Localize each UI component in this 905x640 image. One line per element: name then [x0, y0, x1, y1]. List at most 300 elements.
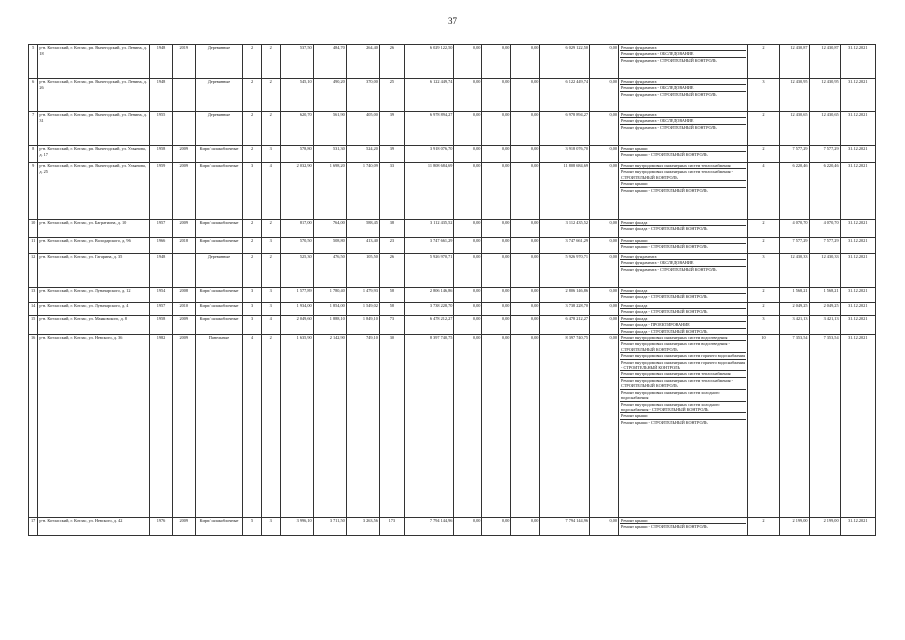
unit-cost-cell: 12 430,33: [779, 254, 809, 288]
max-unit-cost-cell: 2 199,00: [809, 518, 840, 536]
fund-municipal-cell: 0,00: [511, 335, 540, 518]
cost-total-cell: 3 747 661,29: [404, 238, 454, 254]
work-type-item: Ремонт фундамента: [620, 79, 746, 85]
work-types-cell: [619, 315, 748, 334]
work-type-item: Ремонт фундамента - СТРОИТЕЛЬНЫЙ КОНТРОЛЬ: [621, 124, 717, 130]
fund-federal-cell: 0,00: [454, 315, 482, 334]
work-type-item: Ремонт фундамента - ОБСЛЕДОВАНИЕ: [620, 118, 746, 124]
max-unit-cost-cell: 12 430,33: [809, 254, 840, 288]
entrances-cell: 3: [261, 303, 280, 316]
work-type-item: Ремонт фасада: [620, 316, 746, 322]
area-residential-cell: 264,40: [346, 45, 379, 79]
floors-cell: 3: [243, 315, 262, 334]
fund-other-cell: 0,00: [590, 518, 619, 536]
work-count-cell: 2: [748, 288, 779, 303]
year-renovation-cell: 2009: [172, 220, 195, 238]
fund-owners-cell: 11 808 684,69: [540, 163, 590, 220]
fund-federal-cell: 0,00: [454, 112, 482, 146]
area-residential-cell: 1 849,10: [346, 315, 379, 334]
max-unit-cost-cell: 12 430,95: [809, 79, 840, 112]
work-count-cell: 2: [748, 303, 779, 316]
table-row: [29, 112, 876, 146]
address-cell: р-н. Котласский, г. Котлас, ул. Луначарского, д. 12: [38, 288, 150, 303]
fund-owners-cell: 5 926 970,71: [540, 254, 590, 288]
area-total-cell: 1 934,00: [280, 303, 313, 316]
unit-cost-cell: 7 577,29: [779, 238, 809, 254]
fund-regional-cell: 0,00: [482, 45, 511, 79]
entrances-cell: 2: [261, 45, 280, 79]
year-renovation-cell: 2019: [172, 45, 195, 79]
fund-federal-cell: 0,00: [454, 220, 482, 238]
row-number: 6: [29, 79, 38, 112]
entrances-cell: 4: [261, 163, 280, 220]
year-built-cell: 1959: [150, 163, 173, 220]
max-unit-cost-cell: 1 568,21: [809, 288, 840, 303]
work-type-item: Ремонт крыши: [620, 181, 746, 187]
entrances-cell: 2: [261, 112, 280, 146]
area-residential-cell: 413,40: [346, 238, 379, 254]
area-residential-cell: 370,00: [346, 79, 379, 112]
residents-cell: 58: [379, 288, 404, 303]
table-row: [29, 254, 876, 288]
year-renovation-cell: 2009: [172, 315, 195, 334]
fund-regional-cell: 0,00: [482, 335, 511, 518]
work-types-cell: [619, 79, 748, 112]
table-row: [29, 163, 876, 220]
entrances-cell: 3: [261, 518, 280, 536]
residents-cell: 25: [379, 79, 404, 112]
address-cell: р-н. Котласский, г. Котлас, ул. Маяковского, д. 8: [38, 315, 150, 334]
row-number: 10: [29, 220, 38, 238]
floors-cell: 2: [243, 220, 262, 238]
work-count-cell: 2: [748, 45, 779, 79]
work-type-item: Ремонт фундамента: [620, 254, 746, 260]
work-count-cell: 3: [748, 254, 779, 288]
row-number: 11: [29, 238, 38, 254]
work-count-cell: 3: [748, 79, 779, 112]
deadline-cell: 31.12.2021: [840, 79, 875, 112]
floors-cell: 2: [243, 112, 262, 146]
area-living-cell: 484,70: [313, 45, 346, 79]
fund-municipal-cell: 0,00: [511, 288, 540, 303]
max-unit-cost-cell: 3 421,13: [809, 315, 840, 334]
fund-owners-cell: 3 747 661,29: [540, 238, 590, 254]
floors-cell: 2: [243, 45, 262, 79]
year-renovation-cell: 2009: [172, 335, 195, 518]
fund-other-cell: 0,00: [590, 45, 619, 79]
table-row: [29, 79, 876, 112]
fund-municipal-cell: 0,00: [511, 254, 540, 288]
year-renovation-cell: [172, 254, 195, 288]
work-types-cell: [619, 335, 748, 518]
year-built-cell: 1948: [150, 45, 173, 79]
floors-cell: 5: [243, 518, 262, 536]
work-type-item: Ремонт фасада - СТРОИТЕЛЬНЫЙ КОНТРОЛЬ: [621, 294, 708, 300]
table-row: [29, 146, 876, 163]
area-living-cell: 764,00: [313, 220, 346, 238]
floors-cell: 4: [243, 335, 262, 518]
area-total-cell: 525,30: [280, 254, 313, 288]
fund-owners-cell: 3 112 435,52: [540, 220, 590, 238]
fund-owners-cell: 6 122 449,74: [540, 79, 590, 112]
unit-cost-cell: 7 577,29: [779, 146, 809, 163]
fund-municipal-cell: 0,00: [511, 518, 540, 536]
work-types-cell: [619, 238, 748, 254]
unit-cost-cell: 3 421,13: [779, 315, 809, 334]
residents-cell: 33: [379, 163, 404, 220]
wall-material-cell: Деревянные: [195, 79, 243, 112]
address-cell: р-н. Котласский, г. Котлас, ул. Невского, д. 36: [38, 335, 150, 518]
work-type-item: Ремонт внутридомовых инженерных систем теплоснабжения: [620, 371, 746, 377]
fund-regional-cell: 0,00: [482, 288, 511, 303]
residents-cell: 30: [379, 335, 404, 518]
floors-cell: 3: [243, 163, 262, 220]
wall-material-cell: Кирп/ шлакоблочные: [195, 238, 243, 254]
row-number: 12: [29, 254, 38, 288]
work-type-item: Ремонт внутридомовых инженерных систем теплоснабжения - СТРОИТЕЛЬНЫЙ КОНТРОЛЬ: [620, 378, 746, 390]
cost-total-cell: 3 738 228,70: [404, 303, 454, 316]
row-number: 9: [29, 163, 38, 220]
area-residential-cell: 749,10: [346, 335, 379, 518]
unit-cost-cell: 2 199,00: [779, 518, 809, 536]
residents-cell: 58: [379, 303, 404, 316]
table-row: [29, 315, 876, 334]
fund-regional-cell: 0,00: [482, 238, 511, 254]
area-total-cell: 620,70: [280, 112, 313, 146]
unit-cost-cell: 12 430,65: [779, 112, 809, 146]
deadline-cell: 31.12.2021: [840, 45, 875, 79]
fund-federal-cell: 0,00: [454, 335, 482, 518]
work-types-cell: [619, 288, 748, 303]
address-cell: р-н. Котласский, г. Котлас, рп. Вычегодский, ул. Ленина, д. 18: [38, 45, 150, 79]
wall-material-cell: Кирп/ шлакоблочные: [195, 315, 243, 334]
fund-regional-cell: 0,00: [482, 79, 511, 112]
year-built-cell: 1954: [150, 288, 173, 303]
work-types-cell: [619, 163, 748, 220]
year-built-cell: 1976: [150, 518, 173, 536]
cost-total-cell: 6 122 449,74: [404, 79, 454, 112]
work-type-item: Ремонт фасада - СТРОИТЕЛЬНЫЙ КОНТРОЛЬ: [621, 309, 708, 315]
deadline-cell: 31.12.2021: [840, 163, 875, 220]
wall-material-cell: Кирп/ шлакоблочные: [195, 518, 243, 536]
address-cell: р-н. Котласский, г. Котлас, рп. Вычегодский, ул. Ленина, д. 26: [38, 79, 150, 112]
work-type-item: Ремонт внутридомовых инженерных систем теплоснабжения - СТРОИТЕЛЬНЫЙ КОНТРОЛЬ: [620, 169, 746, 181]
work-type-item: Ремонт крыши - СТРОИТЕЛЬНЫЙ КОНТРОЛЬ: [621, 524, 708, 530]
work-type-item: Ремонт внутридомовых инженерных систем водоотведения: [620, 335, 746, 341]
work-types-cell: [619, 45, 748, 79]
fund-owners-cell: 8 397 740,75: [540, 335, 590, 518]
work-count-cell: 2: [748, 112, 779, 146]
residents-cell: 73: [379, 315, 404, 334]
work-type-item: Ремонт внутридомовых инженерных систем водоотведения - СТРОИТЕЛЬНЫЙ КОНТРОЛЬ: [620, 341, 746, 353]
work-count-cell: 2: [748, 238, 779, 254]
cost-total-cell: 8 397 740,75: [404, 335, 454, 518]
fund-municipal-cell: 0,00: [511, 315, 540, 334]
work-type-item: Ремонт фундамента: [620, 112, 746, 118]
area-total-cell: 817,00: [280, 220, 313, 238]
row-number: 13: [29, 288, 38, 303]
fund-federal-cell: 0,00: [454, 45, 482, 79]
max-unit-cost-cell: 4 070,70: [809, 220, 840, 238]
unit-cost-cell: 4 070,70: [779, 220, 809, 238]
wall-material-cell: Кирп/ шлакоблочные: [195, 303, 243, 316]
fund-regional-cell: 0,00: [482, 315, 511, 334]
area-residential-cell: 405,00: [346, 112, 379, 146]
fund-regional-cell: 0,00: [482, 518, 511, 536]
work-count-cell: 10: [748, 335, 779, 518]
fund-owners-cell: 2 806 146,86: [540, 288, 590, 303]
fund-federal-cell: 0,00: [454, 518, 482, 536]
deadline-cell: 31.12.2021: [840, 288, 875, 303]
entrances-cell: 2: [261, 335, 280, 518]
cost-total-cell: 7 794 144,96: [404, 518, 454, 536]
fund-owners-cell: 3 918 076,70: [540, 146, 590, 163]
table-row: [29, 45, 876, 79]
area-living-cell: 2 142,90: [313, 335, 346, 518]
work-count-cell: 2: [748, 146, 779, 163]
work-type-item: Ремонт крыши: [620, 146, 746, 152]
work-type-item: Ремонт крыши: [620, 518, 746, 524]
wall-material-cell: Панельные: [195, 335, 243, 518]
table-row: [29, 220, 876, 238]
year-renovation-cell: 2010: [172, 303, 195, 316]
area-living-cell: 490,20: [313, 79, 346, 112]
year-renovation-cell: 2009: [172, 518, 195, 536]
work-type-item: Ремонт внутридомовых инженерных систем горячего водоснабжения: [621, 353, 746, 359]
area-living-cell: 1 854,00: [313, 303, 346, 316]
fund-regional-cell: 0,00: [482, 112, 511, 146]
year-built-cell: 1948: [150, 79, 173, 112]
work-type-item: Ремонт внутридомовых инженерных систем горячего водоснабжения - СТРОИТЕЛЬНЫЙ КОНТРОЛЬ: [621, 359, 746, 371]
fund-other-cell: 0,00: [590, 335, 619, 518]
fund-owners-cell: 3 738 228,70: [540, 303, 590, 316]
area-residential-cell: 1 479,93: [346, 288, 379, 303]
area-living-cell: 3 711,50: [313, 518, 346, 536]
area-total-cell: 2 049,60: [280, 315, 313, 334]
work-type-item: Ремонт фасада: [620, 220, 746, 226]
work-types-cell: [619, 112, 748, 146]
cost-total-cell: 3 918 076,70: [404, 146, 454, 163]
year-built-cell: 1966: [150, 238, 173, 254]
address-cell: р-н. Котласский, г. Котлас, ул. Володарского, д. 96: [38, 238, 150, 254]
floors-cell: 3: [243, 303, 262, 316]
wall-material-cell: Деревянные: [195, 254, 243, 288]
work-type-item: Ремонт фундамента - СТРОИТЕЛЬНЫЙ КОНТРОЛЬ: [621, 57, 717, 63]
unit-cost-cell: 12 430,87: [779, 45, 809, 79]
fund-municipal-cell: 0,00: [511, 146, 540, 163]
work-type-item: Ремонт фасада - СТРОИТЕЛЬНЫЙ КОНТРОЛЬ: [621, 328, 708, 334]
max-unit-cost-cell: 7 577,29: [809, 146, 840, 163]
wall-material-cell: Кирп/ шлакоблочные: [195, 288, 243, 303]
work-type-item: Ремонт крыши: [620, 238, 746, 244]
fund-municipal-cell: 0,00: [511, 303, 540, 316]
work-types-cell: [619, 146, 748, 163]
area-residential-cell: 3 263,56: [346, 518, 379, 536]
area-total-cell: 570,50: [280, 238, 313, 254]
entrances-cell: 4: [261, 315, 280, 334]
page-number: 37: [448, 16, 457, 26]
residents-cell: 26: [379, 45, 404, 79]
work-type-item: Ремонт крыши - СТРОИТЕЛЬНЫЙ КОНТРОЛЬ: [621, 419, 708, 425]
wall-material-cell: Деревянные: [195, 45, 243, 79]
area-living-cell: 508,80: [313, 238, 346, 254]
fund-other-cell: 0,00: [590, 315, 619, 334]
area-total-cell: 545,10: [280, 79, 313, 112]
residents-cell: 23: [379, 238, 404, 254]
unit-cost-cell: 12 430,95: [779, 79, 809, 112]
work-type-item: Ремонт фундамента - СТРОИТЕЛЬНЫЙ КОНТРОЛЬ: [621, 266, 717, 272]
year-renovation-cell: [172, 79, 195, 112]
max-unit-cost-cell: 2 049,25: [809, 303, 840, 316]
residents-cell: 38: [379, 220, 404, 238]
table-row: [29, 518, 876, 536]
work-count-cell: 4: [748, 163, 779, 220]
max-unit-cost-cell: 12 430,87: [809, 45, 840, 79]
fund-regional-cell: 0,00: [482, 254, 511, 288]
fund-other-cell: 0,00: [590, 112, 619, 146]
cost-total-cell: 11 808 684,69: [404, 163, 454, 220]
cost-total-cell: 6 978 894,27: [404, 112, 454, 146]
floors-cell: 2: [243, 79, 262, 112]
fund-municipal-cell: 0,00: [511, 220, 540, 238]
residents-cell: 173: [379, 518, 404, 536]
work-type-item: Ремонт внутридомовых инженерных систем холодного водоснабжения: [620, 390, 746, 402]
area-residential-cell: 105,50: [346, 254, 379, 288]
area-total-cell: 1 635,90: [280, 335, 313, 518]
cost-total-cell: 6 478 212,27: [404, 315, 454, 334]
fund-municipal-cell: 0,00: [511, 79, 540, 112]
cost-total-cell: 5 926 970,71: [404, 254, 454, 288]
area-total-cell: 578,80: [280, 146, 313, 163]
area-living-cell: 476,50: [313, 254, 346, 288]
deadline-cell: 31.12.2021: [840, 112, 875, 146]
fund-federal-cell: 0,00: [454, 79, 482, 112]
work-type-item: Ремонт фундамента - ОБСЛЕДОВАНИЕ: [620, 260, 746, 266]
area-living-cell: 1 780,40: [313, 288, 346, 303]
work-types-cell: [619, 220, 748, 238]
deadline-cell: 31.12.2021: [840, 220, 875, 238]
unit-cost-cell: 6 220,46: [779, 163, 809, 220]
deadline-cell: 31.12.2021: [840, 254, 875, 288]
deadline-cell: 31.12.2021: [840, 518, 875, 536]
fund-federal-cell: 0,00: [454, 254, 482, 288]
fund-owners-cell: 6 478 212,27: [540, 315, 590, 334]
floors-cell: 3: [243, 288, 262, 303]
deadline-cell: 31.12.2021: [840, 335, 875, 518]
deadline-cell: 31.12.2021: [840, 146, 875, 163]
wall-material-cell: Кирп/ шлакоблочные: [195, 163, 243, 220]
row-number: 16: [29, 335, 38, 518]
year-built-cell: 1957: [150, 220, 173, 238]
fund-other-cell: 0,00: [590, 163, 619, 220]
area-total-cell: 537,50: [280, 45, 313, 79]
address-cell: р-н. Котласский, г. Котлас, ул. Невского, д. 42: [38, 518, 150, 536]
work-type-item: Ремонт крыши: [620, 413, 746, 419]
fund-regional-cell: 0,00: [482, 220, 511, 238]
area-living-cell: 1 888,10: [313, 315, 346, 334]
address-cell: р-н. Котласский, г. Котлас, рп. Вычегодский, ул. Ульянова, д. 17: [38, 146, 150, 163]
work-count-cell: 3: [748, 315, 779, 334]
area-living-cell: 531,30: [313, 146, 346, 163]
residents-cell: 26: [379, 254, 404, 288]
year-built-cell: 1948: [150, 254, 173, 288]
fund-other-cell: 0,00: [590, 254, 619, 288]
area-residential-cell: 1 740,09: [346, 163, 379, 220]
address-cell: р-н. Котласский, г. Котлас, рп. Вычегодский, ул. Ульянова, д. 25: [38, 163, 150, 220]
fund-federal-cell: 0,00: [454, 303, 482, 316]
row-number: 17: [29, 518, 38, 536]
residents-cell: 39: [379, 112, 404, 146]
entrances-cell: 2: [261, 220, 280, 238]
address-cell: р-н. Котласский, г. Котлас, ул. Луначарского, д. 4: [38, 303, 150, 316]
work-type-item: Ремонт крыши - СТРОИТЕЛЬНЫЙ КОНТРОЛЬ: [621, 152, 708, 158]
row-number: 5: [29, 45, 38, 79]
fund-federal-cell: 0,00: [454, 163, 482, 220]
work-type-item: Ремонт фасада - ПРОЕКТИРОВАНИЕ: [620, 322, 746, 328]
cost-total-cell: 2 806 146,86: [404, 288, 454, 303]
address-cell: р-н. Котласский, г. Котлас, ул. Багратиона, д. 10: [38, 220, 150, 238]
repair-register-table: [28, 44, 876, 536]
fund-owners-cell: 7 794 144,96: [540, 518, 590, 536]
work-type-item: Ремонт фасада: [620, 288, 746, 294]
work-types-cell: [619, 518, 748, 536]
address-cell: р-н. Котласский, г. Котлас, рп. Вычегодский, ул. Ленина, д. 31: [38, 112, 150, 146]
work-type-item: Ремонт крыши - СТРОИТЕЛЬНЫЙ КОНТРОЛЬ: [621, 244, 708, 250]
year-built-cell: 1957: [150, 303, 173, 316]
year-built-cell: 1955: [150, 112, 173, 146]
work-type-item: Ремонт фасада: [620, 303, 746, 309]
row-number: 14: [29, 303, 38, 316]
address-cell: р-н. Котласский, г. Котлас, ул. Гагарина, д. 35: [38, 254, 150, 288]
year-renovation-cell: 2009: [172, 163, 195, 220]
row-number: 8: [29, 146, 38, 163]
row-number: 7: [29, 112, 38, 146]
work-count-cell: 2: [748, 220, 779, 238]
year-built-cell: 1958: [150, 146, 173, 163]
row-number: 15: [29, 315, 38, 334]
work-types-cell: [619, 254, 748, 288]
fund-federal-cell: 0,00: [454, 238, 482, 254]
fund-municipal-cell: 0,00: [511, 112, 540, 146]
entrances-cell: 2: [261, 254, 280, 288]
unit-cost-cell: 1 568,21: [779, 288, 809, 303]
max-unit-cost-cell: 6 220,46: [809, 163, 840, 220]
area-total-cell: 3 996,10: [280, 518, 313, 536]
fund-regional-cell: 0,00: [482, 303, 511, 316]
wall-material-cell: Кирп/ шлакоблочные: [195, 220, 243, 238]
deadline-cell: 31.12.2021: [840, 315, 875, 334]
fund-regional-cell: 0,00: [482, 146, 511, 163]
year-built-cell: 1982: [150, 335, 173, 518]
fund-other-cell: 0,00: [590, 288, 619, 303]
entrances-cell: 3: [261, 288, 280, 303]
table-row: [29, 288, 876, 303]
work-type-item: Ремонт фундамента - ОБСЛЕДОВАНИЕ: [620, 51, 746, 57]
year-built-cell: 1958: [150, 315, 173, 334]
fund-other-cell: 0,00: [590, 220, 619, 238]
floors-cell: 2: [243, 238, 262, 254]
fund-regional-cell: 0,00: [482, 163, 511, 220]
entrances-cell: 2: [261, 79, 280, 112]
work-type-item: Ремонт внутридомовых инженерных систем холодного водоснабжения - СТРОИТЕЛЬНЫЙ КОНТРОЛЬ: [620, 402, 746, 414]
year-renovation-cell: 2009: [172, 146, 195, 163]
max-unit-cost-cell: 7 577,29: [809, 238, 840, 254]
max-unit-cost-cell: 7 353,54: [809, 335, 840, 518]
area-living-cell: 561,90: [313, 112, 346, 146]
fund-federal-cell: 0,00: [454, 146, 482, 163]
area-residential-cell: 588,45: [346, 220, 379, 238]
cost-total-cell: 6 029 122,50: [404, 45, 454, 79]
